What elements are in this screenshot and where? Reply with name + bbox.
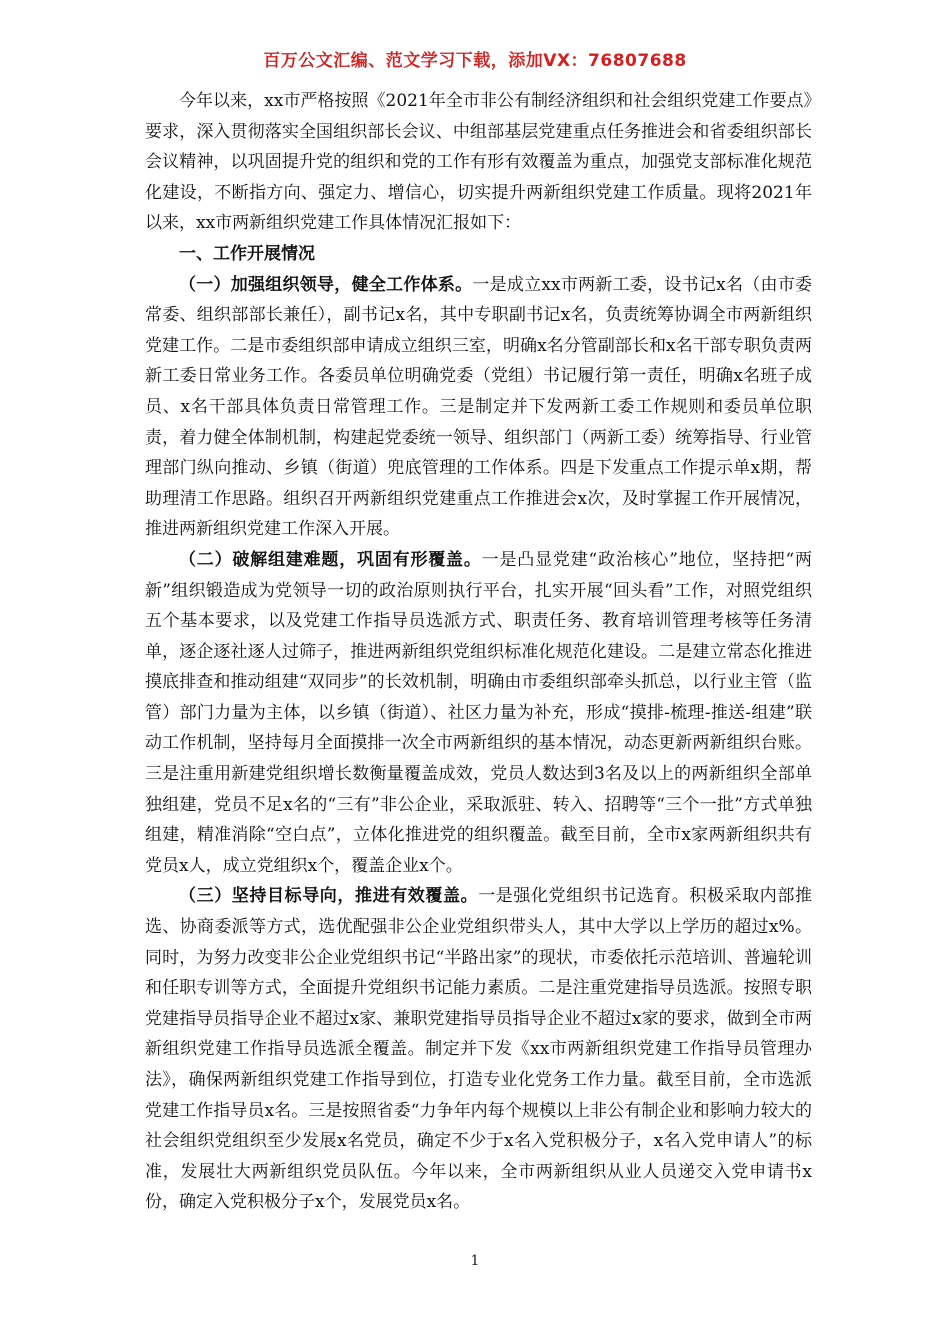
section-heading: 一、工作开展情况 (179, 243, 315, 264)
intro-paragraph: 今年以来，xx市严格按照《2021年全市非公有制经济组织和社会组织党建工作要点》要求，深入贯彻落实全国组织部长会议、中组部基层党建重点任务推进会和省委组织部长会议精神，以巩固提升党的组织和党的工作有形有效覆盖为重点，加强党支部标准化规范化建设，不断指方向、强定力、增信心，切实提升两新组织党建工作质量。现将2021年以来，xx市两新组织党建工作具体情况汇报如下： (145, 91, 812, 234)
paragraph-title: （一）加强组织领导，健全工作体系。 (179, 274, 473, 295)
header-banner: 百万公文汇编、范文学习下载，添加VX：76807688 (263, 51, 687, 71)
paragraph-title: （三）坚持目标导向，推进有效覆盖。 (179, 886, 479, 907)
paragraph-text: 一是成立xx市两新工委，设书记x名（由市委常委、组织部部长兼任），副书记x名，其中专职副书记x名，负责统筹协调全市两新组织党建工作。二是市委组织部申请成立组织三室，明确x名分管副部长和x名干部专职负责两新工委日常业务工作。各委员单位明确党委（党组）书记履行第一责任，明确x名班子成员、x名干部具体负责日常管理工作。三是制定并下发两新工委工作规则和委员单位职责，着力健全体制机制，构建起党委统一领导、组织部门（两新工委）统筹指导、行业管理部门纵向推动、乡镇（街道）兜底管理的工作体系。四是下发重点工作提示单x期，帮助理清工作思路。组织召开两新组织党建重点工作推进会x次，及时掌握工作开展情况，推进两新组织党建工作深入开展。 (145, 274, 813, 540)
page-number: 1 (470, 1253, 480, 1269)
paragraph-text: 一是强化党组织书记选育。积极采取内部推选、协商委派等方式，选优配强非公企业党组织带头人，其中大学以上学历的超过x%。同时，为努力改变非公企业党组织书记“半路出家”的现状，市委依托示范培训、普遍轮训和任职专训等方式，全面提升党组织书记能力素质。二是注重党建指导员选派。按照专职党建指导员指导企业不超过x家、兼职党建指导员指导企业不超过x家的要求，做到全市两新组织党建工作指导员选派全覆盖。制定并下发《xx市两新组织党建工作指导员管理办法》，确保两新组织党建工作指导到位，打造专业化党务工作力量。截至目前，全市选派党建工作指导员x名。三是按照省委“力争年内每个规模以上非公有制企业和影响力较大的社会组织党组织至少发展x名党员，确定不少于x名入党积极分子，x名入党申请人”的标准，发展壮大两新组织党员队伍。今年以来，全市两新组织从业人员递交入党申请书x份，确定入党积极分子x个，发展党员x名。 (145, 886, 813, 1213)
paragraph-text: 一是凸显党建“政治核心”地位，坚持把“两新”组织锻造成为党领导一切的政治原则执行平台，扎实开展“回头看”工作，对照党组织五个基本要求，以及党建工作指导员选派方式、职责任务、教育培训管理考核等任务清单，逐企逐社逐人过筛子，推进两新组织党组织标准化规范化建设。二是建立常态化推进摸底排查和推动组建“双同步”的长效机制，明确由市委组织部牵头抓总，以行业主管（监管）部门力量为主体，以乡镇（街道）、社区力量为补充，形成“摸排-梳理-推送-组建”联动工作机制，坚持每月全面摸排一次全市两新组织的基本情况，动态更新两新组织台账。三是注重用新建党组织增长数衡量覆盖成效，党员人数达到3名及以上的两新组织全部单独组建，党员不足x名的“三有”非公企业，采取派驻、转入、招聘等“三个一批”方式单独组建，精准消除“空白点”，立体化推进党的组织覆盖。截至目前，全市x家两新组织共有党员x人，成立党组织x个，覆盖企业x个。 (145, 549, 813, 876)
paragraph-item-2 (145, 545, 812, 882)
document-body (145, 86, 812, 1218)
paragraph-title: （二）破解组建难题，巩固有形覆盖。 (179, 549, 482, 570)
paragraph-item-3 (145, 881, 812, 1218)
paragraph-item-1 (145, 270, 812, 545)
